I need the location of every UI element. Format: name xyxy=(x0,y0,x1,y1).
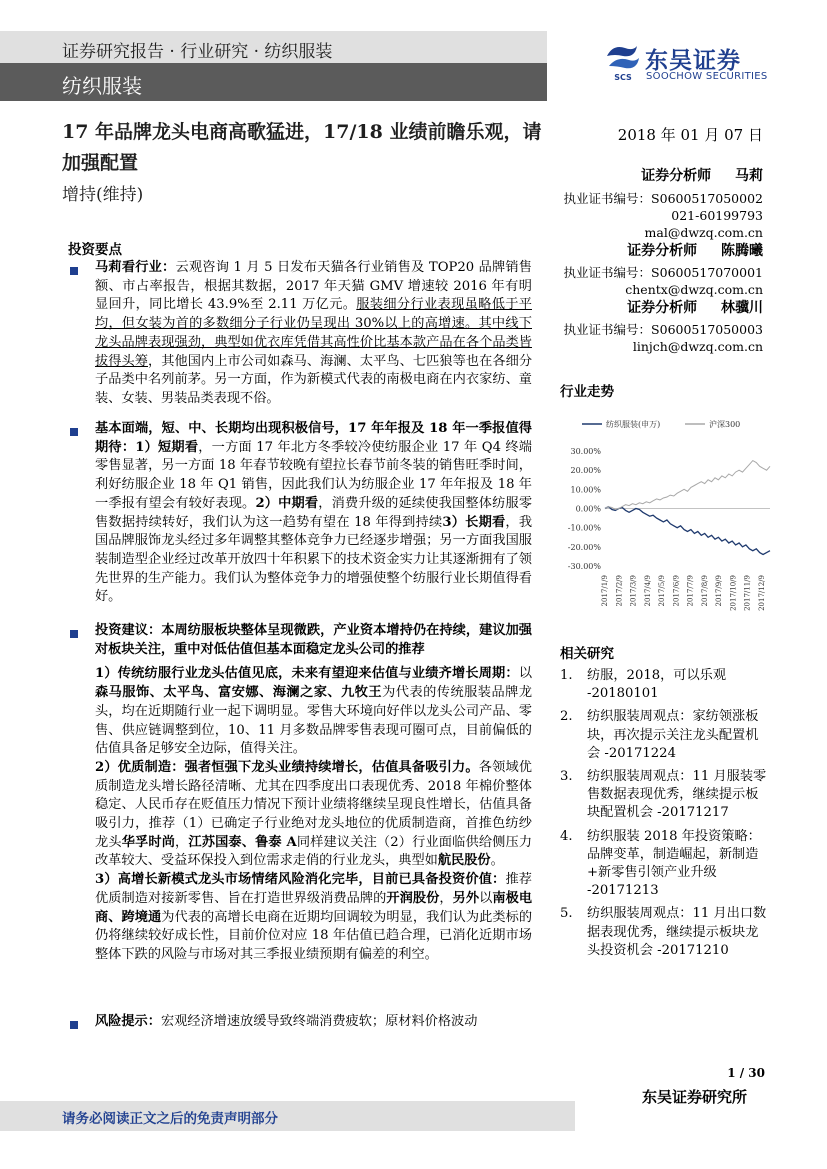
breadcrumb: 证券研究报告 · 行业研究 · 纺织服装 xyxy=(62,42,333,62)
analyst-1-name: 马莉 xyxy=(735,168,763,184)
related-item[interactable]: 3. 纺织服装周观点：11 月服装零售数据表现优秀，继续提示板块配置机会 -20171217 xyxy=(560,769,767,821)
y-tick-label: 10.00% xyxy=(570,485,601,495)
x-tick-label: 2017/1/9 xyxy=(601,575,609,607)
industry-label: 纺织服装 xyxy=(62,74,142,98)
y-tick-label: -30.00% xyxy=(567,562,601,571)
bullet-icon xyxy=(70,630,78,638)
kp4-lead: 风险提示： xyxy=(95,1014,161,1029)
legend-label: 沪深300 xyxy=(709,420,741,429)
series-line-0 xyxy=(605,507,770,555)
bullet-icon xyxy=(70,428,78,436)
analyst-1-cert: 执业证书编号：S0600517050002 xyxy=(563,191,763,206)
series-line-1 xyxy=(605,461,770,510)
institute-name: 东吴证券研究所 xyxy=(641,1088,747,1106)
chart-svg xyxy=(560,413,775,641)
analyst-1-header xyxy=(641,168,763,184)
kp1-text-1: 云观咨询 1 月 5 日发布天猫各行业销售及 TOP20 品牌销售额、市占率报告，根据其数据，2017 年天猫 GMV 增速较 2016 年有明显回升，同比增长 43.9%至 2.11 万亿元。 xyxy=(95,260,532,313)
related-research-heading: 相关研究 xyxy=(560,646,614,662)
related-item[interactable]: 4. 纺织服装 2018 年投资策略：品牌变革，制造崛起，新制造+新零售引领产业升级 -20171213 xyxy=(560,828,761,899)
x-tick-label: 2017/4/9 xyxy=(643,575,652,607)
kp1-underline: 服装细分行业表现虽略低于平均，但女装为首的多数细分子行业仍呈现出 30%以上的高增速。其中线下龙头品牌表现强劲，典型如优衣库凭借其高性价比基本款产品在各个品类皆拔得头筹 xyxy=(95,297,532,369)
report-date: 2018 年 01 月 07 日 xyxy=(617,126,763,144)
kp1-text-2: ，其他国内上市公司如森马、海澜、太平鸟、七匹狼等也在各细分子品类中名列前茅。另一方面，作为新模式代表的南极电商在内衣家纺、童装、女装、男装品类表现不俗。 xyxy=(95,353,533,406)
key-points-heading: 投资要点 xyxy=(68,242,122,258)
rating: 增持(维持) xyxy=(62,185,144,205)
x-tick-label: 2017/6/9 xyxy=(672,575,681,607)
y-tick-label: 20.00% xyxy=(570,466,601,476)
x-tick-label: 2017/7/9 xyxy=(686,575,695,607)
related-item[interactable]: 1. 纺服，2018，可以乐观 -20180101 xyxy=(560,668,727,702)
bullet-icon xyxy=(70,1021,78,1029)
analyst-3-header xyxy=(627,300,763,316)
analyst-1-email[interactable]: mal@dwzq.com.cn xyxy=(644,225,763,240)
page-number: 1 / 30 xyxy=(727,1066,765,1080)
bullet-icon xyxy=(70,267,78,275)
disclaimer-note[interactable]: 请务必阅读正文之后的免责声明部分 xyxy=(62,1111,278,1127)
analyst-2-name: 陈腾曦 xyxy=(721,243,763,259)
analyst-3-name: 林骥川 xyxy=(721,300,763,316)
x-tick-label: 2017/10/9 xyxy=(729,575,738,611)
analyst-2-email[interactable]: chentx@dwzq.com.cn xyxy=(625,282,763,297)
x-tick-label: 2017/2/9 xyxy=(615,575,624,607)
related-research-list xyxy=(560,667,770,965)
y-tick-label: -20.00% xyxy=(567,542,601,552)
brand-name: 东吴证券 xyxy=(645,48,741,74)
kp3-lead: 投资建议：本周纺服板块整体呈现微跌，产业资本增持仍在持续，建议加强对板块关注，重中对低估值但基本面稳定龙头公司的推荐 xyxy=(95,623,532,657)
analyst-2-header xyxy=(627,243,763,259)
kp2-lead: 基本面端，短、中、长期均出现积极信号，17 年年报及 18 年一季报值得期待：1）短期看 xyxy=(95,421,532,455)
related-item[interactable]: 5. 纺织服装周观点：11 月出口数据表现优秀，继续提示板块龙头投资机会 -20171210 xyxy=(560,906,767,958)
analyst-1-role: 证券分析师 xyxy=(641,168,712,184)
x-tick-label: 2017/5/9 xyxy=(658,575,667,607)
analyst-1-phone: 021-60199793 xyxy=(671,208,763,223)
y-tick-label: -10.00% xyxy=(567,523,601,533)
industry-trend-chart xyxy=(560,413,775,641)
y-tick-label: 30.00% xyxy=(570,447,601,456)
legend-label: 纺织服装(申万) xyxy=(606,420,661,429)
related-item[interactable]: 2. 纺织服装周观点：家纺领涨板块，再次提示关注龙头配置机会 -20171224 xyxy=(560,709,759,761)
analyst-2-role: 证券分析师 xyxy=(627,243,698,259)
kp1-lead: 马莉看行业： xyxy=(95,260,176,275)
key-point-2: 基本面端，短、中、长期均出现积极信号，17 年年报及 18 年一季报值得期待：1）短期看，一方面 17 年北方冬季较冷使纺服企业 17 年 Q4 终端零售显著，另一方面 18 年春节较晚有望拉长春节前冬装的销售旺季时间，利好纺服企业 18 年 Q1 销售，因此我们认为纺服企业 17 年年报及 18 年一季报有望会有较好表现。2）中期看，消费升级的延续使我国整体纺服零售数据持续转好，我们认为这一趋势有望在 18 年得到持续3）长期看，我国品牌服饰龙头经过多年调整其整体竞争力已经逐步增强；另一方面我国服装制造型企业经过改革开放四十年积累下的技术资金实力让其逐渐拥有了领先世界的生产能力。我们认为整体竞争力的增强使整个纺服行业长期值得看好。 xyxy=(95,421,533,605)
report-title: 17 年品牌龙头电商高歌猛进，17/18 业绩前瞻乐观，请加强配置 xyxy=(62,121,542,174)
brand-name-en: SOOCHOW SECURITIES xyxy=(646,71,768,82)
analyst-3-role: 证券分析师 xyxy=(627,300,698,316)
x-tick-label: 2017/9/9 xyxy=(715,575,724,607)
key-point-1 xyxy=(95,259,532,409)
key-point-4: 风险提示：宏观经济增速放缓导致终端消费疲软；原材料价格波动 xyxy=(95,1014,478,1029)
y-tick-label: 0.00% xyxy=(575,504,601,514)
key-point-3: 投资建议：本周纺服板块整体呈现微跌，产业资本增持仍在持续，建议加强对板块关注，重中对低估值但基本面稳定龙头公司的推荐 1）传统纺服行业龙头估值见底，未来有望迎来估值与业绩齐增长周期：以森马服饰、太平鸟、富安娜、海澜之家、九牧王为代表的传统服装品牌龙头，均在近期随行业一起下调明显。零售大环境向好伴以龙头公司产品、零售、供应链调整到位，10、11 月多数品牌零售表现可圈可点，目前偏低的估值具备足够安全边际，值得关注。 2）优质制造：强者恒强下龙头业绩持续增长，估值具备吸引力。各领域优质制造龙头增长路径清晰、尤其在四季度出口表现优秀、2018 年棉价整体稳定、人民币存在贬值压力情况下预计业绩将继续呈现良性增长，估值具备吸引力，推荐（1）已确定子行业绝对龙头地位的优质制造商，首推色纺纱龙头华孚时尚，江苏国泰、鲁泰 A同样建议关注（2）行业面临供给侧压力改革较大、受益环保投入到位需求走俏的行业龙头，典型如航民股份。 3）高增长新模式龙头市场情绪风险消化完毕，目前已具备投资价值：推荐优质制造对接新零售、旨在打造世界级消费品牌的开润股份，另外以南极电商、跨境通为代表的高增长电商在近期均回调较为明显，我们认为此类标的仍将继续较好成长性，目前价位对应 18 年估值已趋合理，已消化近期市场整体下跌的风险与市场对其三季报业绩预期有偏差的利空。 xyxy=(95,623,533,962)
x-tick-label: 2017/8/9 xyxy=(700,575,709,607)
x-tick-label: 2017/11/9 xyxy=(743,575,752,611)
chart-heading: 行业走势 xyxy=(560,384,614,400)
analyst-3-cert: 执业证书编号：S0600517050003 xyxy=(563,322,763,337)
x-tick-label: 2017/3/9 xyxy=(629,575,638,607)
brand-logo-icon xyxy=(603,42,643,82)
brand-logo-mark: SCS xyxy=(614,73,632,82)
analyst-2-cert: 执业证书编号：S0600517070001 xyxy=(563,265,763,280)
analyst-3-email[interactable]: linjch@dwzq.com.cn xyxy=(632,339,763,354)
x-tick-label: 2017/12/9 xyxy=(758,575,766,611)
